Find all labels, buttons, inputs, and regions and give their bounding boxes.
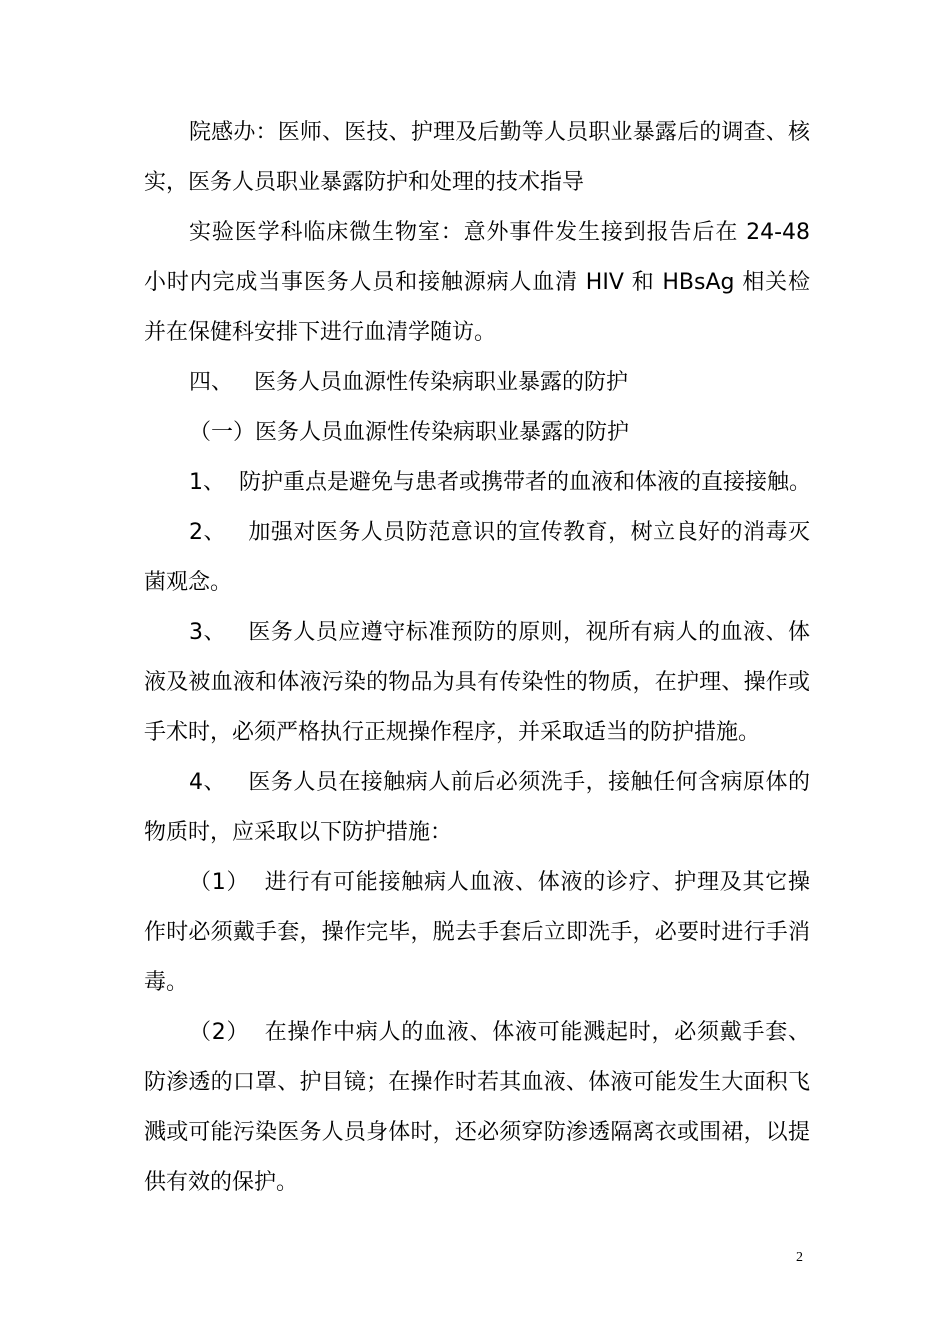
text-line: 1、 防护重点是避免与患者或携带者的血液和体液的直接接触。	[189, 470, 811, 495]
page-number: 2	[796, 1250, 803, 1265]
text-line: 溅或可能污染医务人员身体时，还必须穿防渗透隔离衣或围裙，以提	[144, 1120, 810, 1145]
text-line: 供有效的保护。	[144, 1170, 299, 1195]
text-line: 4、 医务人员在接触病人前后必须洗手，接触任何含病原体的	[189, 770, 810, 795]
text-line: 3、 医务人员应遵守标准预防的原则，视所有病人的血液、体	[189, 620, 810, 645]
section-heading: 四、 医务人员血源性传染病职业暴露的防护	[189, 370, 628, 395]
text-line: 液及被血液和体液污染的物品为具有传染性的物质，在护理、操作或	[144, 670, 810, 695]
text-line: （1） 进行有可能接触病人血液、体液的诊疗、护理及其它操	[189, 870, 810, 895]
document-body	[144, 108, 810, 1208]
text-line: 并在保健科安排下进行血清学随访。	[144, 320, 497, 345]
text-line: （2） 在操作中病人的血液、体液可能溅起时，必须戴手套、	[189, 1020, 810, 1045]
text-line: 手术时，必须严格执行正规操作程序，并采取适当的防护措施。	[144, 720, 761, 745]
text-line: 毒。	[144, 970, 189, 995]
text-line: 菌观念。	[144, 570, 233, 595]
text-line: 实验医学科临床微生物室：意外事件发生接到报告后在 24-48	[189, 220, 810, 245]
text-line: 实，医务人员职业暴露防护和处理的技术指导	[144, 170, 585, 195]
text-line: 防渗透的口罩、护目镜；在操作时若其血液、体液可能发生大面积飞	[144, 1070, 810, 1095]
text-line: 小时内完成当事医务人员和接触源病人血清 HIV 和 HBsAg 相关检	[144, 270, 810, 295]
text-line: 物质时，应采取以下防护措施：	[144, 820, 453, 845]
text-line: 院感办：医师、医技、护理及后勤等人员职业暴露后的调查、核	[189, 120, 810, 145]
text-line: 作时必须戴手套，操作完毕，脱去手套后立即洗手，必要时进行手消	[144, 920, 810, 945]
subsection-heading: （一）医务人员血源性传染病职业暴露的防护	[189, 420, 630, 445]
text-line: 2、 加强对医务人员防范意识的宣传教育，树立良好的消毒灭	[189, 520, 810, 545]
